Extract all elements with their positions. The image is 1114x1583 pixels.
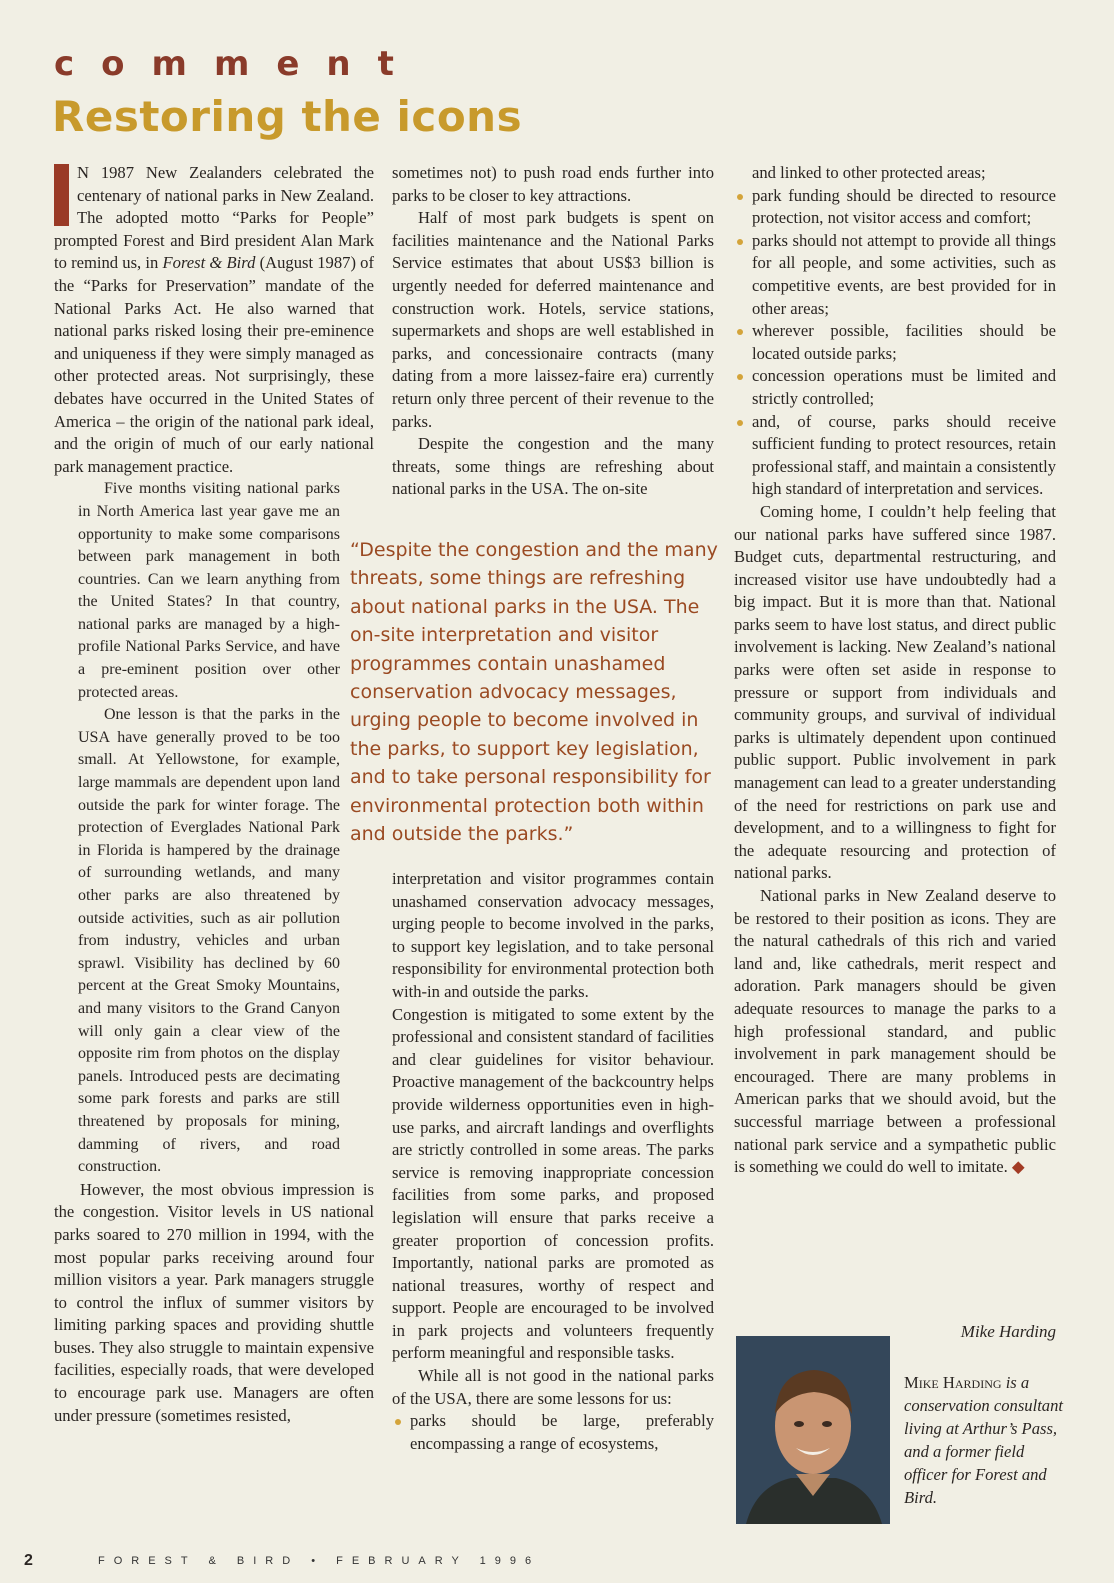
author-bio: Mike Harding is a conservation consultant living at Arthur’s Pass, and a former field officer for Forest and Bird. (904, 1373, 1064, 1507)
paragraph-3: One lesson is that the parks in the USA have generally proved to be too small. At Yellowstone, for example, large mammals are dependent upon land outside the park for winter forage. The protection of Everglades National Park in Florida is hampered by the drainage of surrounding wetlands, and many other parks are also threatened by outside activities, such as air pollution from industry, vehicles and urban sprawl. Visibility has declined by 60 percent at the Great Smoky Mountains, and many visitors to the Grand Canyon will only gain a clear view of the opposite rim from photos on the display panels. Introduced pests are decimating some park forests and parks are still threatened by proposals for mining, damming of rivers, and road construction. (78, 706, 340, 1176)
paragraph-7: Despite the congestion and the many threats, some things are refreshing about national parks in the USA. The on-site (392, 434, 714, 499)
lessons-list (392, 1410, 714, 1455)
page-number: 2 (24, 1552, 33, 1569)
list-continuation: and linked to other protected areas; (752, 163, 986, 182)
paragraph-6: Half of most park budgets is spent on facilities maintenance and the National Parks Service estimates that about US$3 billion is urgently needed for deferred maintenance and construction work. Hotels, service stations, supermarkets and shops are well established in parks, and concessionaire contracts (many dating from a more laissez-faire era) currently return only three percent of their revenue to the parks. (392, 208, 714, 431)
article-title: Restoring the icons (52, 92, 523, 141)
section-kicker: comment (54, 44, 421, 84)
column-3 (734, 162, 1056, 1179)
list-item: parks should be large, preferably encompassing a range of ecosystems, (392, 1410, 714, 1455)
drop-cap (54, 164, 69, 226)
lessons-list-cont (734, 185, 1056, 501)
list-item: and, of course, parks should receive sufficient funding to protect resources, retain professional staff, and maintain a consistently high standard of interpretation and services. (734, 411, 1056, 501)
background-watermark (560, 40, 1114, 160)
end-mark-icon: ◆ (1011, 1157, 1025, 1177)
paragraph-10: While all is not good in the national parks of the USA, there are some lessons for us: (392, 1366, 714, 1408)
paragraph-2: Five months visiting national parks in North America last year gave me an opportunity to make some comparisons between park management in both countries. Can we learn anything from the United States? In that country, national parks are managed by a high-profile National Parks Service, and have a pre-eminent position over other protected areas. (78, 480, 340, 701)
paragraph-11: Coming home, I couldn’t help feeling that our national parks have suffered since 1987. Budget cuts, departmental restructuring, and increased visitor use have undoubtedly had a big impact. But it is more than that. National parks seem to have lost status, and direct public involvement is lacking. New Zealand’s national parks were often set aside in response to pressure or support from individuals and community groups, and survival of individual parks is ultimately dependent upon continued public support. Public involvement in park management can lead to a greater understanding of the need for restrictions on park use and development, and to a willingness to fight for the adequate resourcing and protection of national parks. (734, 501, 1056, 883)
column-2-bottom (392, 868, 714, 1455)
paragraph-1: N 1987 New Zealanders celebrated the centenary of national parks in New Zealand. The adopted motto “Parks for People” prompted Forest and Bird president Alan Mark to remind us, in Forest & Bird (August 1987) of the “Parks for Preservation” mandate of the National Parks Act. He also warned that national parks risked losing their pre-eminence and uniqueness if they were simply managed as other protected areas. Not surprisingly, these debates have occurred in the United States of America – the origin of the national park ideal, and the origin of much of our early national park management practice. (54, 163, 374, 476)
footer-publication: FOREST & BIRD • FEBRUARY 1996 (98, 1555, 541, 1567)
page-footer (0, 1552, 1114, 1572)
list-item: concession operations must be limited and strictly controlled; (734, 365, 1056, 410)
pull-quote: “Despite the congestion and the many threats, some things are refreshing about national parks in the USA. The on-site interpretation and visitor programmes contain unashamed conservation advocacy messages, urging people to become involved in the parks, to support key legislation, and to take personal responsibility for environmental protection both within and outside the parks.” (350, 539, 718, 846)
column-1 (54, 162, 374, 1427)
paragraph-9: Congestion is mitigated to some extent by the professional and consistent standard of facilities and clear guidelines for visitor behaviour. Proactive management of the backcountry helps provide wilderness opportunities even in high-use parks, and aircraft landings and overflights are strictly controlled in some areas. The parks service is removing inappropriate concession facilities from some parks, and proposed legislation will ensure that parks receive a greater proportion of concession profits. Importantly, national parks are promoted as national treasures, worthy of respect and support. People are encouraged to be involved in park projects and volunteers frequently perform meaningful and responsible tasks. (392, 1004, 714, 1363)
column-2-top (392, 162, 714, 501)
list-item: wherever possible, facilities should be located outside parks; (734, 320, 1056, 365)
paragraph-5: sometimes not) to push road ends further into parks to be closer to key attractions. (392, 163, 714, 205)
author-photo (736, 1336, 890, 1524)
wrap-around-pullquote (78, 478, 340, 1178)
author-byline: Mike Harding (960, 1322, 1056, 1341)
list-item: park funding should be directed to resource protection, not visitor access and comfort; (734, 185, 1056, 230)
paragraph-8: interpretation and visitor programmes contain unashamed conservation advocacy messages, urging people to become involved in the parks, to support key legislation, and to take personal responsibility for environmental protection both with-in and outside the parks. (392, 869, 714, 1001)
paragraph-12: National parks in New Zealand deserve to be restored to their position as icons. They are the natural cathedrals of this rich and varied land and, like cathedrals, merit respect and adoration. Park managers should be given adequate resources to manage the parks to a high professional standard, and public involvement in park management should be encouraged. There are many problems in American parks that we should avoid, but the successful marriage between a professional national park service and a sympathetic public is something we could do well to imitate. ◆ (734, 886, 1056, 1177)
list-item: parks should not attempt to provide all things for all people, and some activities, such as competitive events, are best provided for in other areas; (734, 230, 1056, 320)
paragraph-4: However, the most obvious impression is the congestion. Visitor levels in US national parks soared to 270 million in 1994, with the most popular parks receiving around four million visitors a year. Park managers struggle to control the influx of summer visitors by limiting parking spaces and providing shuttle buses. They also struggle to maintain expensive facilities, especially roads, that were developed to encourage park use. Managers are often under pressure (sometimes resisted, (54, 1179, 374, 1425)
